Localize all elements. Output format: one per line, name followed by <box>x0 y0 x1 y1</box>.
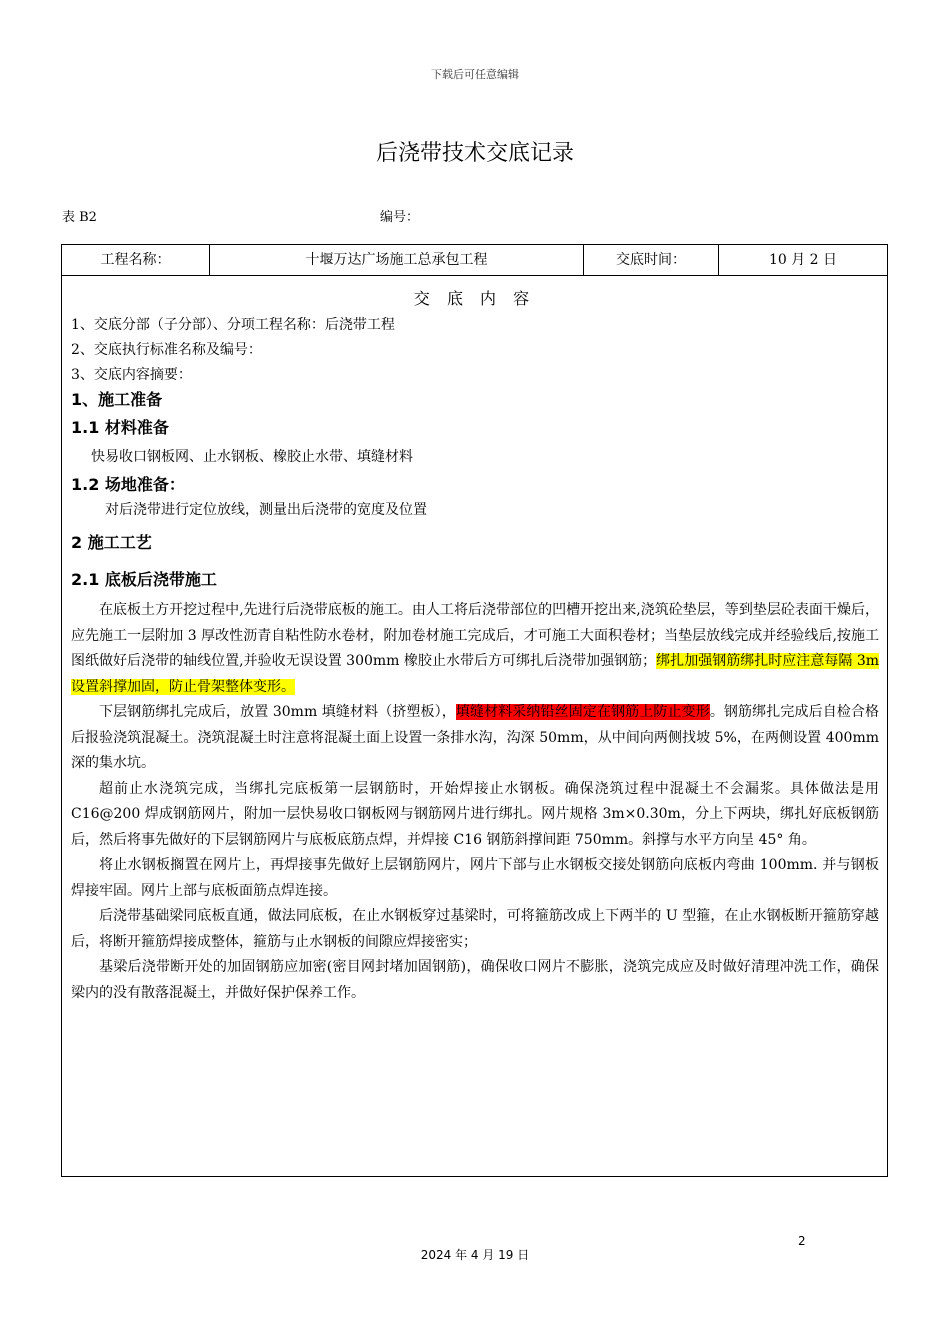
form-code: 表 B2 <box>62 210 97 225</box>
material-text: 快易收口钢板网、止水钢板、橡胶止水带、填缝材料 <box>91 449 413 465</box>
paragraph-6: 基梁后浇带断开处的加固钢筋应加密(密目网封堵加固钢筋)，确保收口网片不膨胀，浇筑完成应及时做好清理冲洗工作，确保梁内的没有散落混凝土，并做好保护保养工作。 <box>71 959 879 1001</box>
paragraph-2 <box>71 700 879 777</box>
paragraph-3: 超前止水浇筑完成，当绑扎完底板第一层钢筋时，开始焊接止水钢板。确保浇筑过程中混凝土不会漏浆。具体做法是用 C16@200 焊成钢筋网片，附加一层快易收口钢板网与钢筋网片进行绑扎。网片规格 3m×0.30m，分上下两块，绑扎好底板钢筋后，然后将事先做好的下层钢筋网片与底板底筋点焊，并焊接 C16 钢筋斜撑间距 750mm。斜撑与水平方向呈 45° 角。 <box>71 780 879 848</box>
heading-preparation: 1、施工准备 <box>71 390 163 409</box>
content-section-title: 交 底 内 容 <box>413 289 536 308</box>
header-note: 下载后可任意编辑 <box>431 68 519 81</box>
paragraph-4: 将止水钢板搁置在网片上，再焊接事先做好上层钢筋网片，网片下部与止水钢板交接处钢筋向底板内弯曲 100mm. 并与钢板焊接牢固。网片上部与底板面筋点焊连接。 <box>71 857 879 899</box>
serial-label: 编号： <box>380 210 420 225</box>
highlight-red-note: 填缝材料采纳铅丝固定在钢筋上防止变形 <box>455 704 710 720</box>
paragraph-2-text-b: 。钢筋绑扎完成后自检合格后报验浇筑混凝土。浇筑混凝土时注意将混凝土面上设置一条排水沟，沟深 50mm，从中间向两侧找坡 5%，在两侧设置 400mm 深的集水坑。 <box>71 704 880 771</box>
footer-date: 2024 年 4 月 19 日 <box>420 1248 530 1262</box>
briefing-table <box>61 244 888 1177</box>
page-title: 后浇带技术交底记录 <box>375 141 574 166</box>
heading-material: 1.1 材料准备 <box>71 418 169 437</box>
paragraph-1 <box>71 598 879 700</box>
item-line-3: 3、交底内容摘要： <box>71 367 192 383</box>
process-paragraphs <box>71 598 879 1006</box>
paragraph-2-text-a: 下层钢筋绑扎完成后，放置 30mm 填缝材料（挤塑板）， <box>99 704 456 720</box>
item-line-2: 2、交底执行标准名称及编号： <box>71 342 262 358</box>
briefing-time-value: 10 月 2 日 <box>768 252 838 268</box>
table-header-row <box>62 245 887 276</box>
project-name-value: 十堰万达广场施工总承包工程 <box>210 245 584 275</box>
project-name-label: 工程名称： <box>62 245 210 275</box>
highlight-yellow-note: 绑扎加强钢筋绑扎时应注意每隔 3m 设置斜撑加固，防止骨架整体变形。 <box>71 653 880 695</box>
paragraph-5: 后浇带基础梁同底板直通，做法同底板，在止水钢板穿过基梁时，可将箍筋改成上下两半的 U 型箍，在止水钢板断开箍筋穿越后，将断开箍筋焊接成整体，箍筋与止水钢板的间隙应焊接密实； <box>71 908 879 950</box>
briefing-time-label: 交底时间： <box>584 245 719 275</box>
heading-base-slab: 2.1 底板后浇带施工 <box>71 570 217 589</box>
heading-site: 1.2 场地准备： <box>71 475 185 494</box>
heading-process: 2 施工工艺 <box>71 533 152 552</box>
page-number: 2 <box>798 1234 806 1248</box>
site-text: 对后浇带进行定位放线，测量出后浇带的宽度及位置 <box>105 502 427 518</box>
paragraph-1-text: 在底板土方开挖过程中,先进行后浇带底板的施工。由人工将后浇带部位的凹槽开挖出来,浇筑砼垫层，等到垫层砼表面干燥后，应先施工一层附加 3 厚改性沥青自粘性防水卷材，附加卷材施工完成后，才可施工大面积卷材；当垫层放线完成并经验线后,按施工图纸做好后浇带的轴线位置,并验收无误设置 300mm 橡胶止水带后方可绑扎后浇带加强钢筋； <box>71 602 879 669</box>
item-line-1: 1、交底分部（子分部）、分项工程名称：后浇带工程 <box>71 317 395 333</box>
